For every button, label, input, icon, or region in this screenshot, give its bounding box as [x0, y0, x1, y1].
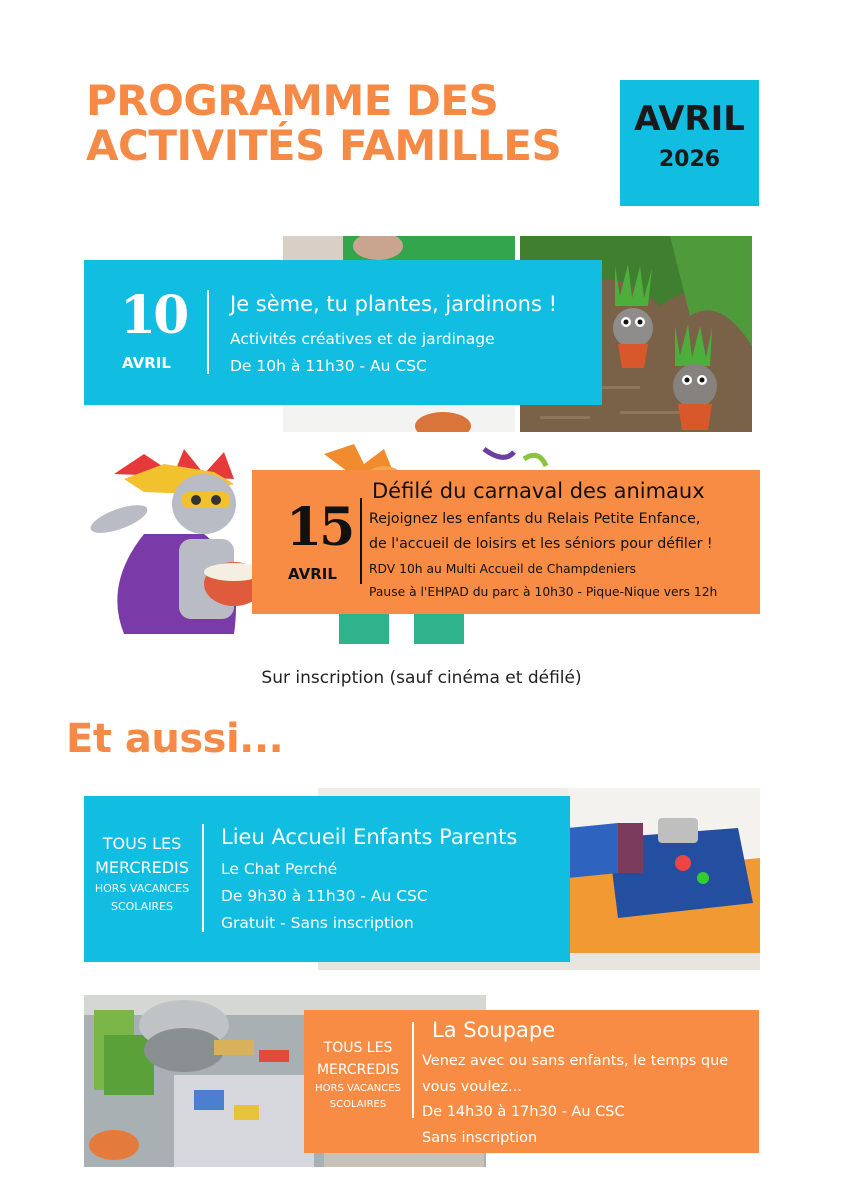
activity-price: Gratuit - Sans inscription [221, 914, 414, 932]
activity-title: La Soupape [432, 1018, 556, 1042]
event-description: Activités créatives et de jardinage [230, 330, 495, 348]
activity-place: Le Chat Perché [221, 860, 338, 878]
activity-description-1: Venez avec ou sans enfants, le temps que [422, 1053, 729, 1069]
title-line-1: PROGRAMME DES [86, 76, 499, 125]
event-schedule: Pause à l'EHPAD du parc à 10h30 - Pique-Nique vers 12h [369, 585, 718, 599]
activity-card-laep [84, 796, 570, 962]
activity-registration: Sans inscription [422, 1130, 538, 1146]
event-schedule: De 10h à 11h30 - Au CSC [230, 357, 427, 375]
activity-card-soupape [304, 1010, 759, 1153]
activity-when-4: SCOLAIRES [110, 900, 174, 913]
title-line-2: ACTIVITÉS FAMILLES [86, 121, 562, 170]
activity-when-1: TOUS LES [323, 1040, 393, 1056]
divider [360, 498, 362, 584]
activity-when-2: MERCREDIS [95, 858, 189, 877]
event-card-jardinage [84, 260, 602, 405]
divider [207, 290, 209, 374]
section-heading: Et aussi... [66, 716, 284, 762]
event-month: AVRIL [122, 354, 171, 372]
event-meeting-point: RDV 10h au Multi Accueil de Champdeniers [369, 562, 637, 576]
event-title: Défilé du carnaval des animaux [372, 479, 705, 503]
registration-note: Sur inscription (sauf cinéma et défilé) [261, 668, 582, 688]
event-card-carnaval [252, 470, 760, 614]
activity-when-2: MERCREDIS [316, 1062, 400, 1078]
activity-schedule: De 9h30 à 11h30 - Au CSC [221, 887, 428, 905]
page-title [86, 78, 561, 168]
activity-schedule: De 14h30 à 17h30 - Au CSC [422, 1104, 625, 1120]
month-badge [620, 80, 759, 206]
event-title: Je sème, tu plantes, jardinons ! [230, 292, 558, 316]
activity-when-3: HORS VACANCES [315, 1083, 401, 1094]
year-label: 2026 [658, 147, 721, 172]
activity-when-4: SCOLAIRES [329, 1099, 387, 1110]
divider [202, 824, 204, 932]
event-day: 15 [286, 497, 353, 558]
divider [412, 1022, 414, 1118]
activity-when-3: HORS VACANCES [94, 882, 190, 895]
event-month: AVRIL [288, 565, 337, 583]
event-description-2: de l'accueil de loisirs et les séniors pour défiler ! [369, 536, 713, 552]
activity-title: Lieu Accueil Enfants Parents [221, 825, 518, 849]
event-description-1: Rejoignez les enfants du Relais Petite Enfance, [369, 511, 701, 527]
event-day: 10 [120, 285, 187, 346]
activity-when-1: TOUS LES [102, 834, 182, 853]
month-label: AVRIL [634, 99, 745, 139]
activity-description-2: vous voulez... [422, 1079, 522, 1095]
